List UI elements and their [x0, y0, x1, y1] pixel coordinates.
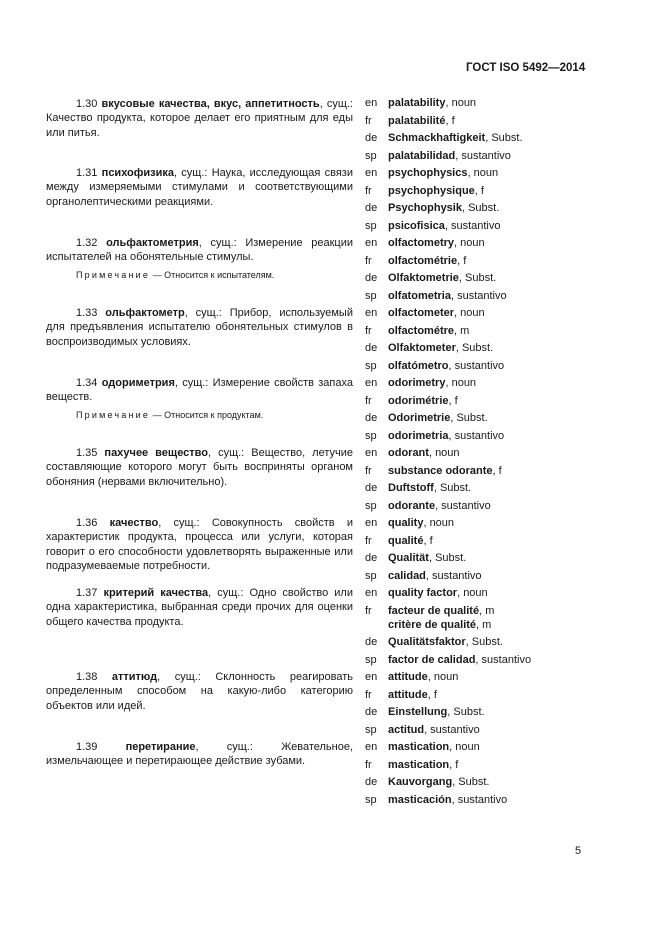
equiv-row: fr attitude, f — [365, 688, 437, 701]
equiv-row: sp factor de calidad, sustantivo — [365, 654, 532, 666]
equiv-row: en quality, noun — [365, 517, 455, 529]
note-1-32: Примечание — Относится к испытателям. — [76, 270, 275, 280]
term-1-31: 1.31 психофизика, сущ.: Наука, исследующая связи между измеряемыми стимулами и соответствующими органолептическими реакциями. — [46, 167, 353, 208]
equiv-row: sp olfatometria, sustantivo — [365, 290, 507, 302]
equiv-row: sp actitud, sustantivo — [365, 724, 480, 736]
equiv-row: de Schmackhaftigkeit, Subst. — [365, 132, 523, 144]
equiv-row: en olfactometer, noun — [365, 307, 485, 319]
term-1-30: 1.30 вкусовые качества, вкус, аппетитность, сущ.: Качество продукта, которое делает его приятным для еды или питья. — [46, 98, 353, 139]
equiv-row: en mastication, noun — [365, 741, 480, 753]
term-1-32: 1.32 ольфактометрия, сущ.: Измерение реакции испытателей на обонятельные стимулы. — [46, 237, 353, 264]
term-title: вкусовые качества, вкус, аппетитность — [101, 98, 320, 110]
equiv-row: en odorimetry, noun — [365, 377, 477, 389]
equiv-row: de Duftstoff, Subst. — [365, 482, 472, 494]
equiv-row: de Kauvorgang, Subst. — [365, 776, 490, 788]
term-1-33: 1.33 ольфактометр, сущ.: Прибор, используемый для предъявления испытателю обонятельных стимулов в воспроизводимых условиях. — [46, 307, 353, 348]
equiv-row: de Qualität, Subst. — [365, 552, 467, 564]
equiv-row: fr psychophysique, f — [365, 184, 484, 197]
equiv-row: en attitude, noun — [365, 671, 459, 683]
term-title: психофизика — [101, 167, 174, 179]
equiv-row: de Olfaktometer, Subst. — [365, 342, 494, 354]
term-1-38: 1.38 аттитюд, сущ.: Склонность реагировать определенным способом на какую-либо категорию объектов или идей. — [46, 671, 353, 712]
equiv-row: sp masticación, sustantivo — [365, 794, 508, 806]
term-title: ольфактометрия — [106, 237, 199, 249]
term-1-35: 1.35 пахучее вещество, сущ.: Вещество, летучие составляющие которого могут быть восприняты органом обоняния (нервами включительно). — [46, 447, 353, 488]
equiv-row: sp odorante, sustantivo — [365, 500, 491, 512]
equiv-row: sp olfatómetro, sustantivo — [365, 360, 505, 372]
equiv-row: en olfactometry, noun — [365, 237, 485, 249]
term-title: перетирание — [125, 741, 196, 753]
equiv-row: en odorant, noun — [365, 447, 460, 459]
term-title: критерий качества — [103, 587, 209, 599]
term-title: качество — [109, 517, 159, 529]
equiv-row: de Olfaktometrie, Subst. — [365, 272, 497, 284]
equiv-row: en quality factor, noun — [365, 587, 488, 599]
equiv-row: fr mastication, f — [365, 758, 459, 771]
term-1-34: 1.34 одориметрия, сущ.: Измерение свойств запаха веществ. — [46, 377, 353, 404]
equiv-row: fr qualité, f — [365, 534, 433, 547]
equiv-row: de Psychophysik, Subst. — [365, 202, 500, 214]
equiv-row: sp odorimetria, sustantivo — [365, 430, 505, 442]
equiv-row: fr palatabilité, f — [365, 114, 455, 127]
term-1-36: 1.36 качество, сущ.: Совокупность свойств и характеристик продукта, процесса или услуги, которая говорит о его способности удовлетворять выраженные или подразумеваемые потребности. — [46, 517, 353, 572]
document-header: ГОСТ ISO 5492—2014 — [466, 62, 586, 74]
equiv-row: fr odorimétrie, f — [365, 394, 458, 407]
equiv-row: fr olfactométrie, f — [365, 254, 467, 267]
term-1-39: 1.39 перетирание, сущ.: Жевательное, измельчающее и перетирающее действие зубами. — [46, 741, 353, 768]
equiv-row: en psychophysics, noun — [365, 167, 499, 179]
equiv-row: fr olfactométre, m — [365, 324, 470, 337]
term-1-37: 1.37 критерий качества, сущ.: Одно свойство или одна характеристика, выбранная среди прочих для оценки общего качества продукта. — [46, 587, 353, 628]
page-number: 5 — [575, 845, 582, 857]
term-title: пахучее вещество — [104, 447, 209, 459]
note-1-34: Примечание — Относится к продуктам. — [76, 410, 264, 420]
equiv-row: en palatability, noun — [365, 97, 477, 109]
equiv-row: de Odorimetrie, Subst. — [365, 412, 488, 424]
term-title: аттитюд — [111, 671, 158, 683]
equiv-row: sp psicofisica, sustantivo — [365, 220, 501, 232]
equiv-row: fr substance odorante, f — [365, 464, 502, 477]
term-title: одориметрия — [101, 377, 175, 389]
equiv-row: sp calidad, sustantivo — [365, 570, 482, 582]
equiv-row: de Einstellung, Subst. — [365, 706, 485, 718]
term-title: ольфактометр — [105, 307, 185, 319]
equiv-row: sp palatabilidad, sustantivo — [365, 149, 511, 162]
equiv-row: fr facteur de qualité, m critère de qualité, m — [365, 604, 495, 631]
equiv-row: de Qualitätsfaktor, Subst. — [365, 636, 503, 648]
